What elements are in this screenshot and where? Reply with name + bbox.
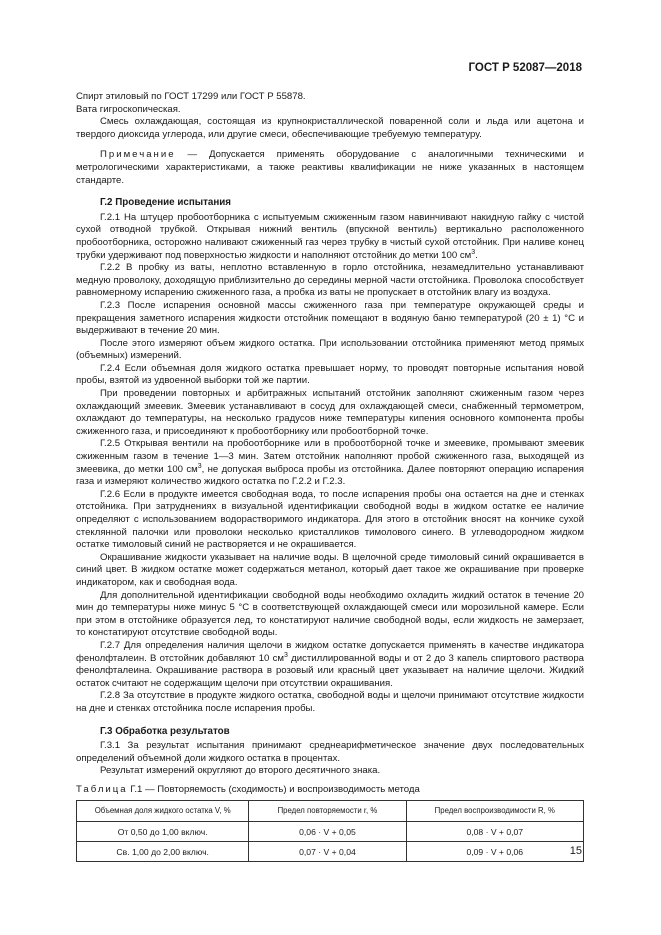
clause: Г.2.5 Открывая вентили на пробоотборнике или в пробоотборной точке и змеевике, промывают змеевик сжиженным газом в течение 1—3 мин. Затем отстойник наполняют пробой сжиженного газа, выходящей из змеевика, до метки 100 $см^3$, не допуская выброса пробы из отстойника. Далее повторяют операцию испарения газа и измеряют количество жидкого остатка по Г.2.2 и Г.2.3. xyxy=(76,438,584,488)
clause: Г.2.4 Если объемная доля жидкого остатка превышает норму, то проводят повторные испытания новой пробы, взятой из удвоенной выборки той же партии. xyxy=(76,362,584,387)
table-row xyxy=(77,842,584,862)
precision-table xyxy=(76,800,584,862)
section-heading: Г.2 Проведение испытания xyxy=(100,197,232,209)
column-header: Предел воспроизводимости R, % xyxy=(406,801,583,822)
paragraph: Спирт этиловый по ГОСТ 17299 или ГОСТ Р 55878. xyxy=(76,91,306,102)
column-header: Объемная доля жидкого остатка V, % xyxy=(77,801,249,822)
clause-text: Г.2.1 На штуцер пробоотборника с испытуемым сжиженным газом навинчивают накидную гайку с чистой сухой отводной трубкой. Открывая нижний вентиль (впускной вентиль) вертикально расположенного пробоотборника, осторожно наливают сжиженный газ через трубку в чистый сухой отстойник. При наливе конец трубки удерживают под поверхностью жидкости и наполняют отстойник до метки 100 см xyxy=(76,211,584,261)
paragraph: Результат измерений округляют до второго десятичного знака. xyxy=(100,765,381,777)
clause: Г.2.7 Для определения наличия щелочи в жидком остатке допускается применять в качестве индикатора фенолфталеин. В отстойник добавляют 10 $см^3$ дистиллированной воды и от 2 до 3 капель спиртового раствора фенолфталеина. Окрашивание раствора в розовый или красный цвет указывает на наличие щелочи. Жидкий остаток считают не содержащим щелочи при отсутствии окрашивания. xyxy=(76,639,584,689)
paragraph: Вата гигроскопическая. xyxy=(76,103,181,115)
clause-text: дистиллированной воды и от 2 до 3 капель спиртового раствора фенолфталеина. Окрашивание раствора в розовый или красный цвет указывает на наличие щелочи. Жидкий остаток считают не содержащим щелочи при отсутствии окрашивания. xyxy=(76,652,584,689)
paragraph: При проведении повторных и арбитражных испытаний отстойник заполняют сжиженным газом через охлаждающий змеевик. Змеевик устанавливают в сосуд для охлаждающей смеси, снабженный термометром, охлаждают до температуры, на несколько градусов ниже температуры кипения основного компонента пробы сжиженного газа, и присоединяют к пробоотборнику или пробоотборной точке. xyxy=(76,388,584,437)
clause: Г.2.6 Если в продукте имеется свободная вода, то после испарения пробы она остается на дне и стенках отстойника. При затруднениях в визуальной идентификации свободной воды в жидком остатке ее наличие определяют с использованием водорастворимого индикатора. Для этого в отстойник вносят на кончике сухой стеклянной палочки или проволоки несколько кристалликов тимолового синего. В углеводородном жидком остатке тимоловый синий не растворяется и не окрашивается. xyxy=(76,488,584,551)
clause: Г.2.3 После испарения основной массы сжиженного газа при температуре окружающей среды и прекращения заметного испарения жидкости отстойник помещают в водяную баню температурой (20 ± 1) °С и выдерживают в течение 20 мин. xyxy=(76,299,584,337)
table-caption-text: Г.1 — Повторяемость (сходимость) и воспроизводимость метода xyxy=(127,783,420,795)
clause-text: Г.2.5 Открывая вентили на пробоотборнике или в пробоотборной точке и змеевике, промывают змеевик сжиженным газом в течение 1—3 мин. Затем отстойник наполняют пробой сжиженного газа, выходящей из змеевика, до метки 100 см xyxy=(76,438,584,475)
clause-text: Г.2.7 Для определения наличия щелочи в жидком остатке допускается применять в качестве индикатора фенолфталеин. В отстойник добавляют 10 см xyxy=(76,639,584,664)
paragraph: Смесь охлаждающая, состоящая из крупнокристаллической поваренной соли и льда или ацетона и твердого диоксида углерода, или другие смеси, обеспечивающие требуемую температуру. xyxy=(76,116,584,140)
note xyxy=(76,149,584,187)
paragraph: После этого измеряют объем жидкого остатка. При использовании отстойника применяют метод прямых (объемных) измерений. xyxy=(76,337,584,362)
table-cell: От 0,50 до 1,00 включ. xyxy=(77,822,249,842)
clause: Г.3.1 За результат испытания принимают среднеарифметическое значение двух последовательных определений объемной доли жидкого остатка в процентах. xyxy=(76,740,584,764)
document-body xyxy=(76,91,584,862)
note-text: — Допускается применять оборудование с аналогичными техническими и метрологическими характеристиками, а также реактивы квалификации не ниже указанных в настоящем стандарте. xyxy=(76,149,584,186)
table-cell: 0,08 · V + 0,07 xyxy=(406,822,583,842)
clause: Г.2.8 За отсутствие в продукте жидкого остатка, свободной воды и щелочи принимают отсутствие жидкости на дне и стенках отстойника после испарения пробы. xyxy=(76,690,584,714)
clause-text: , не допуская выброса пробы из отстойника. Далее повторяют операцию испарения газа и измеряют количество жидкого остатка по Г.2.2 и Г.2.3. xyxy=(76,463,584,488)
section-heading: Г.3 Обработка результатов xyxy=(100,725,230,737)
table-cell: Св. 1,00 до 2,00 включ. xyxy=(77,842,249,862)
note-label: Примечание xyxy=(100,149,176,161)
document-header: ГОСТ Р 52087—2018 xyxy=(468,62,582,74)
table-cell: 0,06 · V + 0,05 xyxy=(249,822,406,842)
table-cell: 0,09 · V + 0,06 xyxy=(406,842,583,862)
page-number: 15 xyxy=(569,845,582,857)
table-caption xyxy=(76,784,584,797)
table-header-row xyxy=(77,801,584,822)
column-header: Предел повторяемости r, % xyxy=(249,801,406,822)
table-row xyxy=(77,822,584,842)
clause: Г.2.2 В пробку из ваты, неплотно вставленную в горло отстойника, незамедлительно устанавливают медную проволоку, доходящую приблизительно до середины мерной части отстойника. Проволока способствует равномерному испарению сжиженного газа, а пробка из ваты не пропускает в отстойник влагу из воздуха. xyxy=(76,262,584,299)
table-cell: 0,07 · V + 0,04 xyxy=(249,842,406,862)
table-label: Таблица xyxy=(76,783,128,795)
clause: Г.2.1 На штуцер пробоотборника с испытуемым сжиженным газом навинчивают накидную гайку с чистой сухой отводной трубкой. Открывая нижний вентиль (впускной вентиль) вертикально расположенного пробоотборника, осторожно наливают сжиженный газ через трубку в чистый сухой отстойник. При наливе конец трубки удерживают под поверхностью жидкости и наполняют отстойник до метки 100 $см^3$. xyxy=(76,211,584,261)
paragraph: Окрашивание жидкости указывает на наличие воды. В щелочной среде тимоловый синий окрашивается в синий цвет. В жидком остатке может содержаться метанол, который дает такое же окрашивание при проверке индикатором, как и свободная вода. xyxy=(76,551,584,588)
paragraph: Для дополнительной идентификации свободной воды необходимо охладить жидкий остаток в течение 20 мин до температуры ниже минус 5 °С в соответствующей охлаждающей смеси или морозильной камере. Если при этом в отстойнике образуется лед, то констатируют наличие свободной воды, если жидкость не замерзает, то констатируют отсутствие свободной воды. xyxy=(76,589,584,639)
